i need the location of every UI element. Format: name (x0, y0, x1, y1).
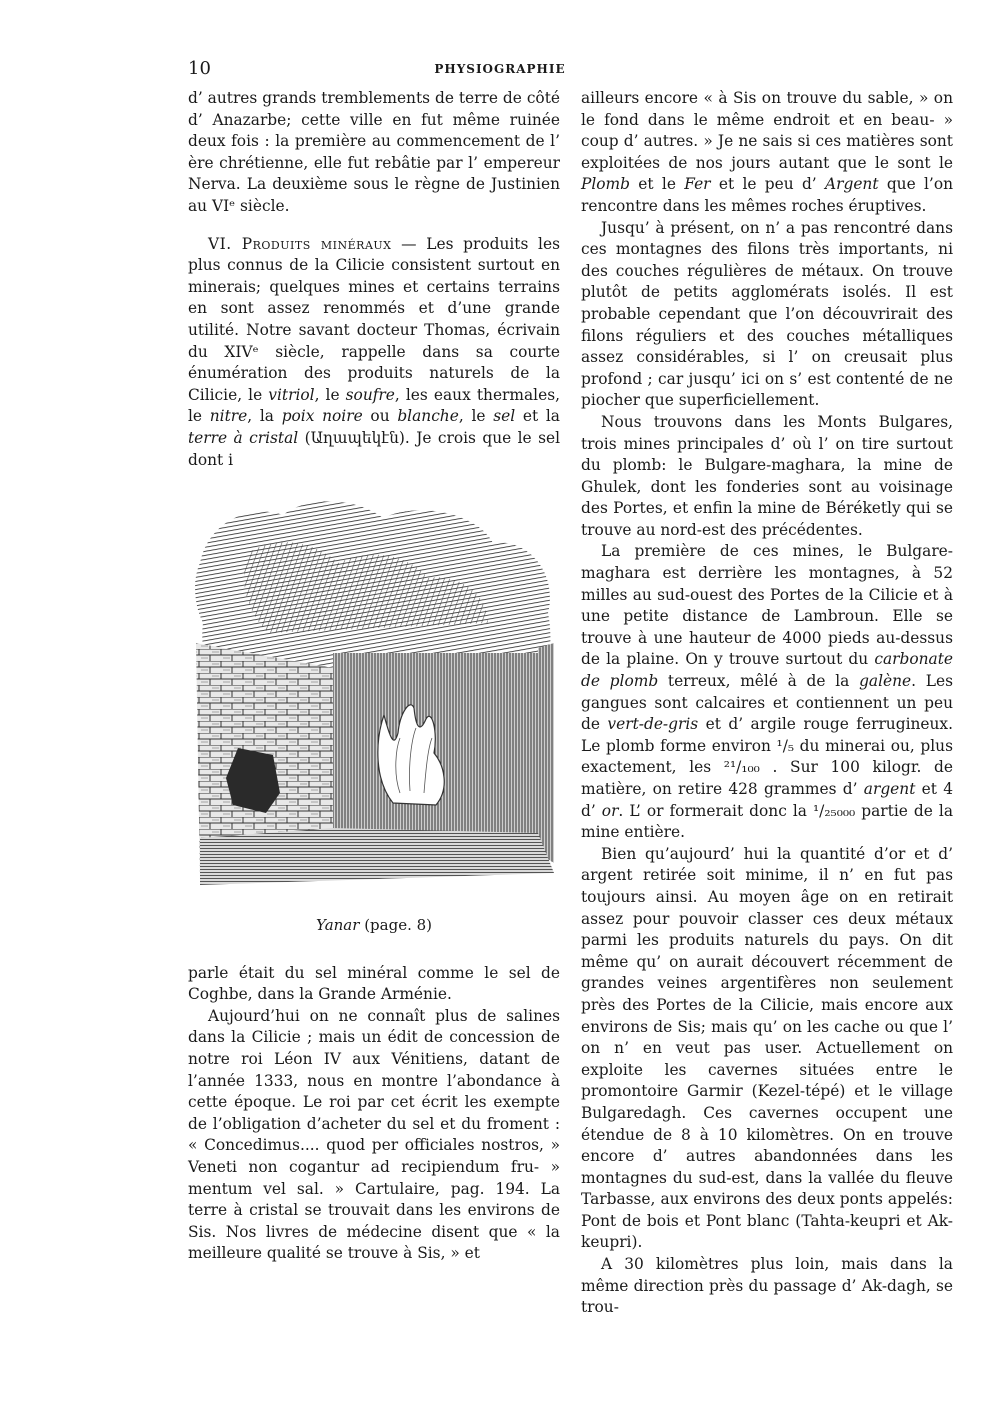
figure-caption (188, 915, 560, 937)
text-run: (Աղապեկէն). Je crois que le sel dont i (188, 428, 560, 469)
term: carbonate de plomb (581, 650, 953, 691)
term: vitriol (268, 385, 315, 404)
term: Plomb (581, 175, 630, 194)
text-run: ailleurs encore « à Sis on trouve du sable, » on le fond dans le même endroit et en beau- » coup d’ autres. » Je ne sais si ces matières sont exploitées de nos jours autant que le sont le (581, 89, 953, 172)
text-run: . Les gangues sont calcaires et contiennent un peu de (581, 672, 953, 734)
text-run: , le (458, 407, 494, 426)
caption-ref: (page. 8) (359, 916, 433, 935)
text-run: et d’ argile rouge ferrugineux. Le plomb forme environ ¹/₅ du minerai ou, plus exactement, les ²¹/₁₀₀ . Sur 100 kilogr. de matière, on retire 428 grammes d’ (581, 715, 954, 798)
term: galène (859, 672, 912, 691)
text-run: et 4 d’ (581, 780, 953, 820)
text-run: — Les produits les plus connus de la Cilicie consistent surtout en minerais; quelques mines et certains terrains en sont assez renommés et d’une grande utilité. Notre savant docteur Thomas, écrivain du XIVᵉ siècle, rappelle dans sa courte énumération des produits naturels de la Cilicie, le (188, 234, 560, 404)
text-run: La première de ces mines, le Bulgare-maghara est derrière les montagnes, à 52 milles au sud-ouest des Portes de la Cilicie et à une petite distance de Lambroun. Elle se trouve à une hauteur de 4000 pieds au-dessus de la plaine. On y trouve surtout du (581, 542, 953, 669)
paragraph-produits-mineraux (188, 234, 560, 472)
text-run: . L’ or formerait donc la ¹/₂₅₀₀₀ partie de la mine entière. (581, 801, 953, 842)
paragraph (581, 541, 953, 843)
caption-title: Yanar (315, 916, 360, 935)
paragraph: Jusqu’ à présent, on n’ a pas rencontré dans ces montagnes des filons très importants, ni des couches régulières de métaux. On trouve plutôt de petits agglomérats isolés. Il est probable cependant que l’on découvrirait des filons réguliers et des couches métalliques assez considérables, si l’ on creusait plus profond ; car jusqu’ ici on s’ est contenté de ne piocher que superficiellement. (581, 218, 953, 410)
term: poix noire (281, 407, 363, 426)
term: blanche (397, 407, 459, 426)
text-run: et la (515, 407, 560, 426)
paragraph: Nous trouvons dans les Monts Bulgares, trois mines principales d’ où l’ on tire surtout du plomb: le Bulgare-maghara, la mine de Ghulek, dont les fonderies sont au voisinage des Portes, et enfin la mine de Béréketly qui se trouve au nord-est des précédentes. (581, 412, 953, 539)
paragraph: parle était du sel minéral comme le sel de Coghbe, dans la Grande Arménie. (188, 963, 560, 1004)
yanar-engraving (188, 493, 560, 893)
term: nitre (209, 407, 248, 426)
text-run: terreux, mêlé à de la (658, 672, 860, 691)
page-number: 10 (188, 58, 211, 79)
text-run: ou (362, 407, 398, 426)
running-head: PHYSIOGRAPHIE (434, 62, 566, 76)
text-run: et le (630, 175, 685, 194)
text-run: , la (247, 407, 282, 426)
text-run: et le peu d’ (710, 175, 825, 194)
paragraph: d’ autres grands tremblements de terre de côté d’ Anazarbe; cette ville en fut même ruinée deux fois : la première au commencement de l’ ère chrétienne, elle fut rebâtie par l’ empereur Nerva. La deuxième sous le règne de Justinien au VIᵉ siècle. (188, 89, 560, 215)
paragraph: Aujourd’hui on ne connaît plus de salines dans la Cilicie ; mais un édit de concession de notre roi Léon IV aux Vénitiens, datant de l’année 1333, nous en montre l’abondance à cette époque. Le roi par cet écrit les exempte de l’obligation d’acheter du sel et du froment : « Concedimus.... quod per officiales nostros, » Veneti non cogantur ad recipiendum fru- » mentum vel sal. » Cartulaire, pag. 194. La terre à cristal se trouvait dans les environs de Sis. Nos livres de médecine disent que « la meilleure qualité se trouve à Sis, » et (188, 1006, 560, 1263)
paragraph: A 30 kilomètres plus loin, mais dans la même direction près du passage d’ Ak-dagh, se trou- (581, 1255, 953, 1317)
text-run: , le (314, 385, 346, 404)
term: terre à cristal (188, 428, 299, 447)
section-heading: VI. Produits minéraux (208, 234, 392, 253)
term: or (601, 801, 619, 820)
term: Fer (684, 175, 711, 194)
right-column (581, 88, 953, 1319)
text-run: , les eaux thermales, le (188, 385, 560, 426)
term: Argent (825, 175, 879, 194)
term: argent (863, 780, 916, 798)
term: soufre (345, 385, 395, 404)
text-run: que l’on rencontre dans les mêmes roches éruptives. (581, 175, 953, 215)
left-column (188, 88, 560, 1265)
paragraph: Bien qu’aujourd’ hui la quantité d’or et d’ argent retirée soit minime, il n’ en fut pas toujours ainsi. Au moyen âge on en retirait assez pour pouvoir classer ces deux métaux parmi les produits naturels du pays. On dit même qu’ on aurait découvert récemment de grandes veines argentifères non seulement près des Portes de la Cilicie, mais encore aux environs de Sis; mais qu’ on les cache ou que l’ on n’ en veut pas user. Actuellement on exploite les cavernes situées entre le promontoire Garmir (Kezel-tépé) et le village Bulgaredagh. Ces cavernes occupent une étendue de 8 à 10 kilomètres. On en trouve encore d’ autres abandonnées dans les montagnes du sud-est, dans la vallée du fleuve Tarbasse, aux environs des deux ponts appelés: Pont de bois et Pont blanc (Tahta-keupri et Ak-keupri). (581, 844, 953, 1252)
term: sel (493, 407, 516, 426)
paragraph (581, 88, 953, 218)
term: vert-de-gris (607, 715, 699, 734)
